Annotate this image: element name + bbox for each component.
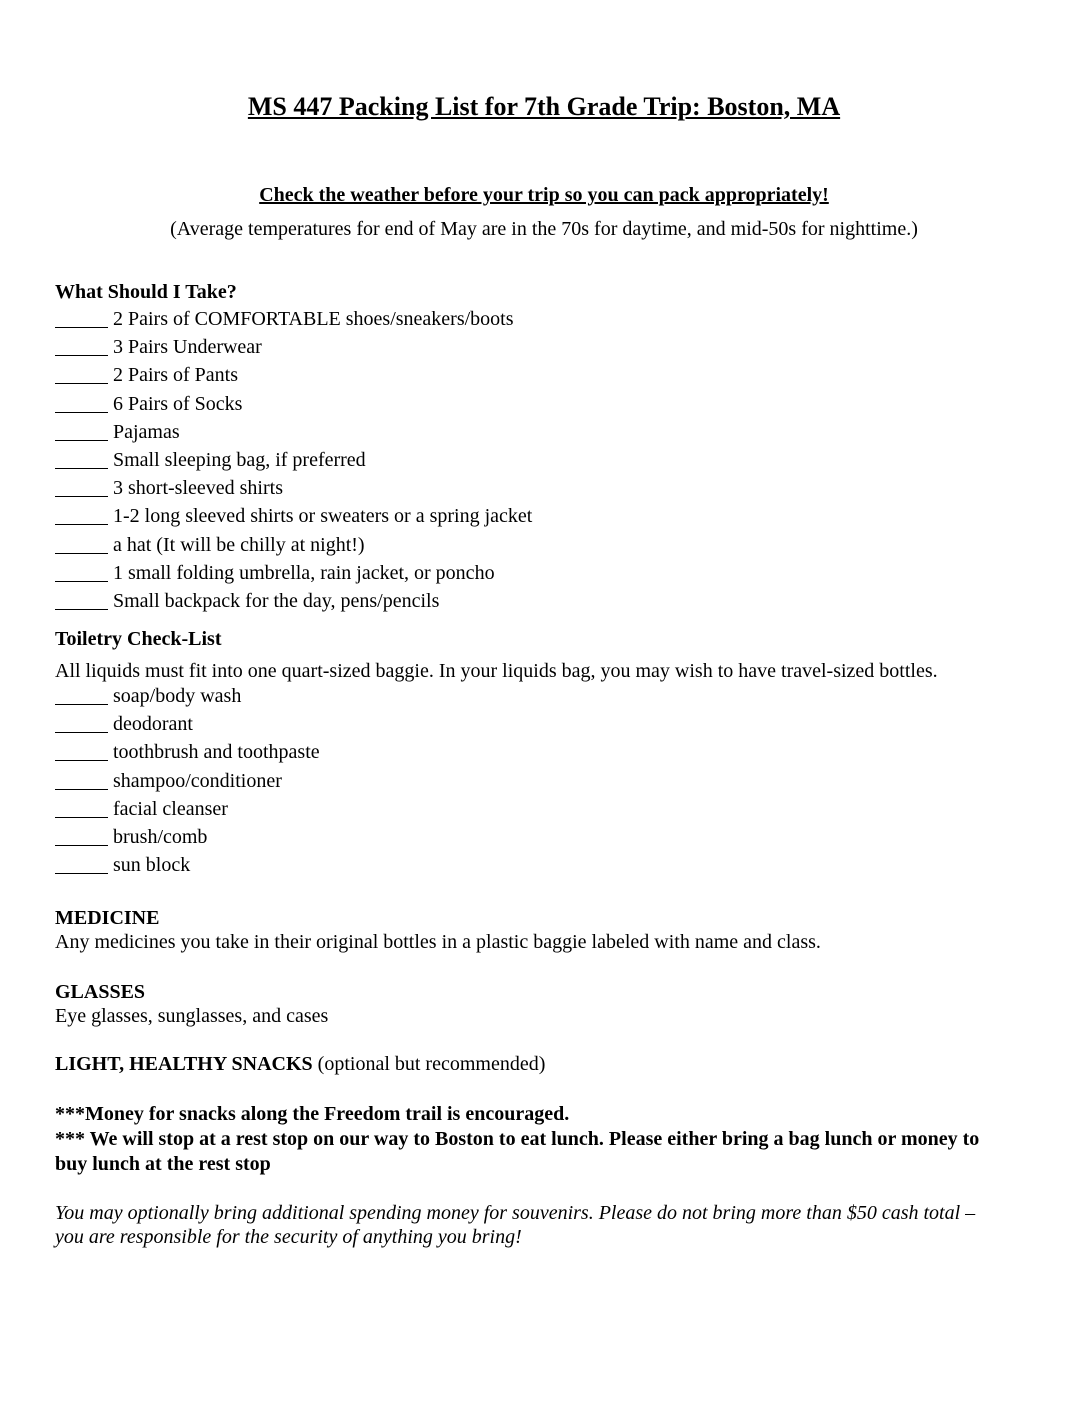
checkbox-blank bbox=[55, 506, 108, 525]
money-note-line-3: buy lunch at the rest stop bbox=[55, 1153, 271, 1175]
checklist-item bbox=[55, 795, 320, 823]
page-title: MS 447 Packing List for 7th Grade Trip: Boston, MA bbox=[247, 92, 841, 121]
checklist-item-label: 1 small folding umbrella, rain jacket, or poncho bbox=[113, 561, 495, 584]
snacks-note: (optional but recommended) bbox=[317, 1053, 546, 1075]
checkbox-blank bbox=[55, 309, 108, 328]
checklist-item bbox=[55, 559, 532, 587]
checklist-item bbox=[55, 333, 532, 361]
medicine-heading: MEDICINE bbox=[55, 907, 160, 929]
checkbox-blank bbox=[55, 365, 108, 384]
toiletry-note: All liquids must fit into one quart-sized baggie. In your liquids bag, you may wish to have travel-sized bottles. bbox=[55, 660, 938, 682]
glasses-text: Eye glasses, sunglasses, and cases bbox=[55, 1005, 329, 1027]
checkbox-blank bbox=[55, 535, 108, 554]
weather-heading: Check the weather before your trip so you can pack appropriately! bbox=[259, 184, 829, 206]
checklist-item-label: deodorant bbox=[113, 713, 193, 736]
checklist-item-label: shampoo/conditioner bbox=[113, 769, 282, 792]
checklist-item bbox=[55, 446, 532, 474]
checklist-item-label: sun block bbox=[113, 854, 191, 877]
checklist-item bbox=[55, 738, 320, 766]
checkbox-blank bbox=[55, 563, 108, 582]
checklist-item-label: a hat (It will be chilly at night!) bbox=[113, 533, 365, 556]
toiletry-section-heading: Toiletry Check-List bbox=[55, 628, 222, 650]
snacks-line bbox=[55, 1053, 545, 1076]
checkbox-blank bbox=[55, 591, 108, 610]
money-note-line-1: ***Money for snacks along the Freedom trail is encouraged. bbox=[55, 1103, 570, 1125]
checkbox-blank bbox=[55, 422, 108, 441]
checkbox-blank bbox=[55, 714, 108, 733]
take-checklist bbox=[55, 305, 532, 615]
checklist-item-label: 1-2 long sleeved shirts or sweaters or a spring jacket bbox=[113, 505, 533, 528]
checkbox-blank bbox=[55, 827, 108, 846]
checkbox-blank bbox=[55, 478, 108, 497]
checklist-item bbox=[55, 474, 532, 502]
checkbox-blank bbox=[55, 450, 108, 469]
checklist-item bbox=[55, 390, 532, 418]
checklist-item bbox=[55, 710, 320, 738]
checkbox-blank bbox=[55, 855, 108, 874]
checklist-item bbox=[55, 361, 532, 389]
checkbox-blank bbox=[55, 771, 108, 790]
snacks-heading: LIGHT, HEALTHY SNACKS bbox=[55, 1053, 313, 1075]
checklist-item bbox=[55, 823, 320, 851]
checklist-item-label: toothbrush and toothpaste bbox=[113, 741, 320, 764]
checklist-item-label: Small sleeping bag, if preferred bbox=[113, 448, 366, 471]
medicine-text: Any medicines you take in their original bottles in a plastic baggie labeled with name and class. bbox=[55, 931, 821, 953]
checklist-item bbox=[55, 767, 320, 795]
checklist-item bbox=[55, 305, 532, 333]
weather-note: (Average temperatures for end of May are in the 70s for daytime, and mid-50s for nighttime.) bbox=[170, 218, 918, 240]
spending-note-line-2: you are responsible for the security of anything you bring! bbox=[55, 1226, 522, 1248]
checklist-item bbox=[55, 502, 532, 530]
spending-note-line-1: You may optionally bring additional spending money for souvenirs. Please do not bring more than $50 cash total – bbox=[55, 1202, 976, 1224]
checklist-item-label: 3 short-sleeved shirts bbox=[113, 477, 283, 500]
checkbox-blank bbox=[55, 394, 108, 413]
checkbox-blank bbox=[55, 337, 108, 356]
checklist-item bbox=[55, 682, 320, 710]
checklist-item-label: brush/comb bbox=[113, 825, 208, 848]
checkbox-blank bbox=[55, 742, 108, 761]
glasses-heading: GLASSES bbox=[55, 981, 146, 1003]
toiletry-checklist bbox=[55, 682, 320, 879]
checkbox-blank bbox=[55, 686, 108, 705]
money-note-line-2: *** We will stop at a rest stop on our way to Boston to eat lunch. Please either bring a bag lunch or money to bbox=[55, 1128, 980, 1150]
checklist-item-label: 3 Pairs Underwear bbox=[113, 336, 262, 359]
checklist-item bbox=[55, 418, 532, 446]
checklist-item bbox=[55, 851, 320, 879]
take-section-heading: What Should I Take? bbox=[55, 281, 237, 303]
checklist-item-label: 2 Pairs of Pants bbox=[113, 364, 238, 387]
checklist-item-label: soap/body wash bbox=[113, 685, 242, 707]
checklist-item-label: 2 Pairs of COMFORTABLE shoes/sneakers/boots bbox=[113, 308, 514, 330]
checklist-item bbox=[55, 587, 532, 615]
checklist-item-label: Small backpack for the day, pens/pencils bbox=[113, 589, 440, 612]
checklist-item bbox=[55, 531, 532, 559]
checkbox-blank bbox=[55, 799, 108, 818]
checklist-item-label: 6 Pairs of Socks bbox=[113, 392, 243, 415]
checklist-item-label: facial cleanser bbox=[113, 797, 228, 820]
checklist-item-label: Pajamas bbox=[113, 420, 180, 443]
